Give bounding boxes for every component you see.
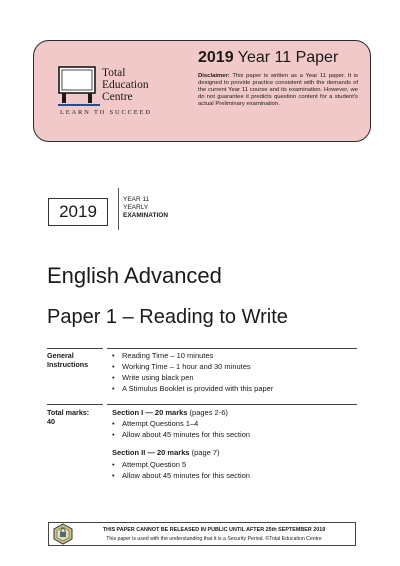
total-marks-line1: Total marks: [47,408,90,417]
section-1-pages: (pages 2-6) [187,408,228,417]
header-banner [33,40,371,142]
general-label-rule [47,348,103,349]
marks-content-rule [107,404,357,405]
board-icon [58,63,100,107]
exam-year: 2019 [59,202,97,221]
exam-meta-examination: EXAMINATION [123,212,169,219]
logo-line1: Total [102,67,126,79]
disclaimer-label: Disclaimer: [198,73,230,79]
security-hex-icon [52,523,74,545]
list-item: • Reading Time – 10 minutes [112,350,273,361]
general-instructions-list [112,350,273,394]
year-divider [118,188,119,230]
total-marks-value: 40 [47,417,55,426]
general-instructions-label [47,351,88,369]
paper-title [198,49,338,67]
exam-meta-yearly: YEARLY [123,204,149,211]
subject-title: English Advanced [47,263,222,288]
total-marks-label [47,408,89,426]
section-2-heading [112,448,220,457]
logo-line3: Centre [102,91,133,103]
list-item: • Attempt Question 5 [112,459,250,470]
logo-wordmark [102,67,149,103]
general-label-line1: General [47,351,74,360]
total-education-centre-logo [56,63,196,123]
logo-tagline: LEARN TO SUCCEED [60,109,152,116]
section-2-title: Section II — 20 marks [112,448,190,457]
marks-label-rule [47,404,103,405]
list-item: • A Stimulus Booklet is provided with this paper [112,383,273,394]
disclaimer [198,73,358,108]
list-item: • Write using black pen [112,372,273,383]
general-label-line2: Instructions [47,360,89,369]
general-content-rule [107,348,357,349]
release-notice: THIS PAPER CANNOT BE RELEASED IN PUBLIC UNTIL AFTER 25th SEPTEMBER 2019 [102,527,326,533]
logo-line2: Education [102,79,149,91]
exam-meta-year: YEAR 11 [123,196,150,203]
list-item: • Attempt Questions 1–4 [112,418,250,429]
security-notice-box [48,522,356,546]
section-1-heading [112,408,228,417]
paper-name: Paper 1 – Reading to Write [47,306,288,328]
section-2-pages: (page 7) [189,448,220,457]
section-1-list [112,418,250,440]
exam-type [123,196,168,220]
exam-year-box [48,198,108,226]
paper-label: Year 11 Paper [237,49,339,66]
list-item: • Allow about 45 minutes for this section [112,429,250,440]
paper-year: 2019 [198,49,234,66]
list-item: • Allow about 45 minutes for this section [112,470,250,481]
section-1-title: Section I — 20 marks [112,408,188,417]
list-item: • Working Time – 1 hour and 30 minutes [112,361,273,372]
security-period-notice: This paper is used with the understanding that it is a Security Period. ©Total Education Centre [106,536,322,542]
disclaimer-text: This paper is written as a Year 11 paper. It is designed to provide practice consistent with the demands of the current Year 11 course and its examination. However, we do not guarantee it predicts question content for a student's actual Preliminary examination. [198,73,359,107]
section-2-list [112,459,250,481]
